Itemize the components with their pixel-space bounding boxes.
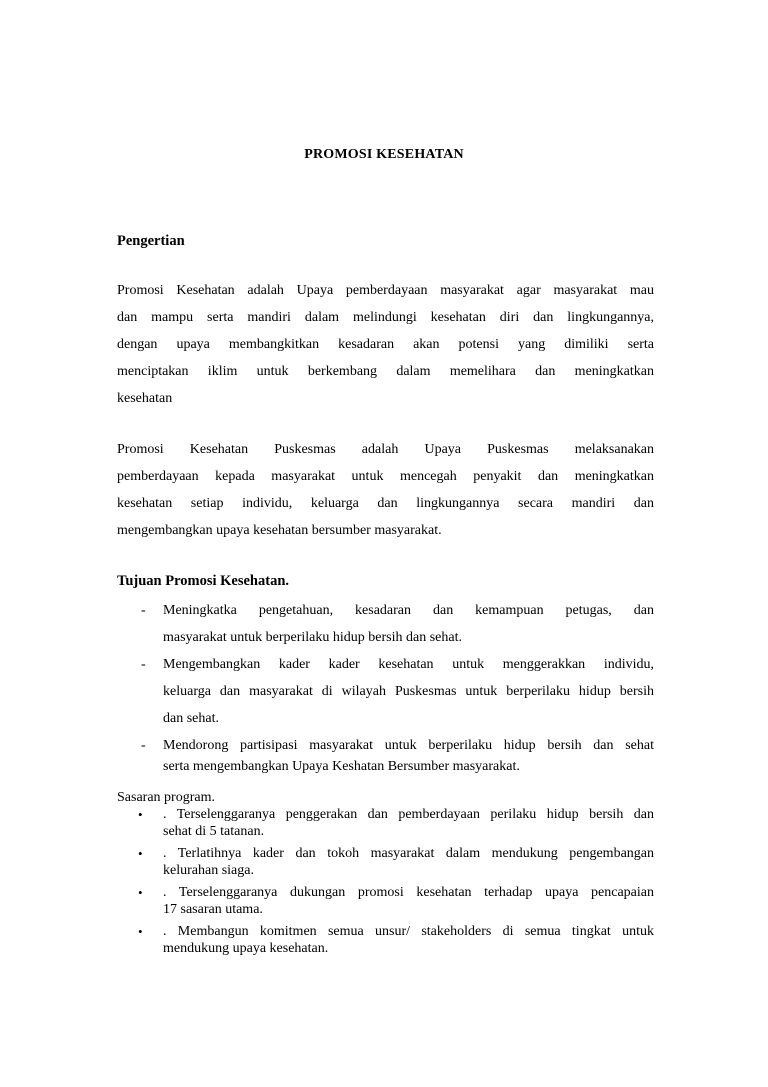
paragraph-line: kesehatan <box>117 391 173 406</box>
list-item <box>117 845 654 879</box>
list-item-line: dan sehat. <box>163 711 219 726</box>
list-item <box>117 884 654 918</box>
list-item-line: Mengembangkan kader kader kesehatan untuk menggerakkan individu, <box>163 657 654 672</box>
sasaran-list <box>117 806 654 962</box>
list-item-line: mendukung upaya kesehatan. <box>163 941 329 956</box>
list-item <box>117 651 654 732</box>
heading-tujuan: Tujuan Promosi Kesehatan. <box>117 573 290 589</box>
list-item-line: 17 sasaran utama. <box>163 902 263 917</box>
list-item <box>117 735 654 777</box>
list-item-line: . Membangun komitmen semua unsur/ stakeholders di semua tingkat untuk <box>163 924 654 939</box>
bullet-marker: • <box>138 807 143 822</box>
tujuan-list <box>117 597 654 777</box>
list-item-line: Mendorong partisipasi masyarakat untuk berperilaku hidup bersih dan sehat <box>163 738 654 753</box>
paragraph-line: dan mampu serta mandiri dalam melindungi kesehatan diri dan lingkungannya, <box>117 310 654 325</box>
list-item-line: serta mengembangkan Upaya Keshatan Bersumber masyarakat. <box>163 759 520 774</box>
paragraph-line: mengembangkan upaya kesehatan bersumber masyarakat. <box>117 523 442 538</box>
heading-pengertian: Pengertian <box>117 233 185 249</box>
paragraph-line: Promosi Kesehatan Puskesmas adalah Upaya Puskesmas melaksanakan <box>117 442 654 457</box>
paragraph-line: menciptakan iklim untuk berkembang dalam memelihara dan meningkatkan <box>117 364 654 379</box>
bullet-marker: • <box>138 885 143 900</box>
paragraph-line: Promosi Kesehatan adalah Upaya pemberdayaan masyarakat agar masyarakat mau <box>117 283 654 298</box>
page-title: PROMOSI KESEHATAN <box>304 147 464 162</box>
list-item <box>117 806 654 840</box>
list-item-line: . Terlatihnya kader dan tokoh masyarakat dalam mendukung pengembangan <box>163 846 654 861</box>
paragraph-line: dengan upaya membangkitkan kesadaran akan potensi yang dimiliki serta <box>117 337 654 352</box>
dash-marker: - <box>141 657 146 672</box>
paragraph-line: pemberdayaan kepada masyarakat untuk mencegah penyakit dan meningkatkan <box>117 469 654 484</box>
list-item <box>117 597 654 651</box>
list-item-line: . Terselenggaranya penggerakan dan pemberdayaan perilaku hidup bersih dan <box>163 807 654 822</box>
bullet-marker: • <box>138 846 143 861</box>
dash-marker: - <box>141 603 146 618</box>
list-item-line: . Terselenggaranya dukungan promosi kesehatan terhadap upaya pencapaian <box>163 885 654 900</box>
paragraph-pengertian-2 <box>117 436 654 544</box>
dash-marker: - <box>141 738 146 753</box>
bullet-marker: • <box>138 924 143 939</box>
paragraph-line: kesehatan setiap individu, keluarga dan lingkungannya secara mandiri dan <box>117 496 654 511</box>
list-item-line: keluarga dan masyarakat di wilayah Puskesmas untuk berperilaku hidup bersih <box>163 684 654 699</box>
list-item-line: Meningkatka pengetahuan, kesadaran dan kemampuan petugas, dan <box>163 603 654 618</box>
list-item-line: kelurahan siaga. <box>163 863 254 878</box>
list-item-line: masyarakat untuk berperilaku hidup bersih dan sehat. <box>163 630 462 645</box>
sasaran-label: Sasaran program. <box>117 790 215 805</box>
paragraph-pengertian-1 <box>117 277 654 412</box>
list-item <box>117 923 654 957</box>
list-item-line: sehat di 5 tatanan. <box>163 824 265 839</box>
